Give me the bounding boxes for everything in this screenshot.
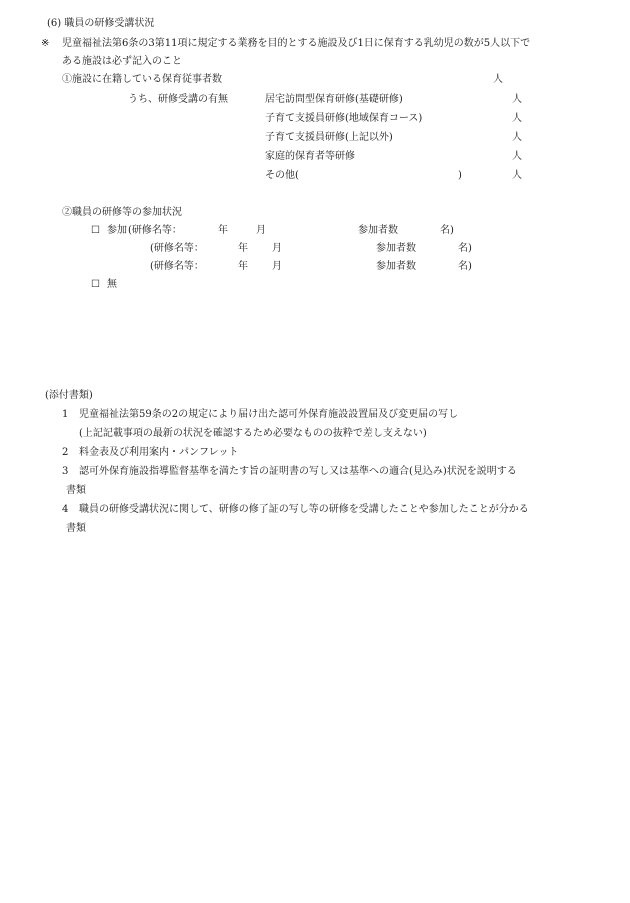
note-line-1: 児童福祉法第6条の3第11項に規定する業務を目的とする施設及び1日に保育する乳幼児の数が5人以下で — [62, 38, 531, 49]
attachment-text: 児童福祉法第59条の2の規定により届け出た認可外保育施設設置届及び変更届の写し — [79, 409, 459, 420]
participate-checkbox[interactable]: ☐ — [91, 225, 100, 236]
note-line-2: ある施設は必ず記入のこと — [62, 56, 182, 67]
participants-label: 参加者数 — [376, 261, 416, 272]
staff-count-label: ①施設に在籍している保育従事者数 — [62, 74, 222, 85]
participate-label: 参加 — [107, 225, 127, 236]
attachment-number: 3 — [62, 466, 69, 477]
training-name-label: (研修名等： — [150, 243, 204, 254]
note-mark: ※ — [41, 38, 50, 49]
training-item-name: 家庭的保育者等研修 — [265, 151, 355, 162]
count-close-label: 名) — [440, 225, 454, 236]
participants-label: 参加者数 — [376, 243, 416, 254]
year-label: 年 — [218, 225, 228, 236]
month-label: 月 — [256, 225, 266, 236]
training-item-close: ) — [458, 170, 462, 181]
attachment-number: 4 — [62, 504, 69, 515]
attachment-number: 2 — [62, 447, 69, 458]
attachment-subnote: (上記記載事項の最新の状況を確認するため必要なものの抜粋で差し支えない) — [79, 428, 427, 439]
attachment-text: 職員の研修受講状況に関して、研修の修了証の写し等の研修を受講したことや参加したことが分かる — [79, 504, 529, 515]
count-close-label: 名) — [458, 261, 472, 272]
training-item-name: 子育て支援員研修(地域保育コース) — [265, 113, 423, 124]
training-item-unit: 人 — [512, 113, 522, 124]
month-label: 月 — [272, 261, 282, 272]
training-item-unit: 人 — [512, 151, 522, 162]
training-status-label: うち、研修受講の有無 — [128, 94, 228, 105]
training-item-unit: 人 — [512, 94, 522, 105]
month-label: 月 — [272, 243, 282, 254]
year-label: 年 — [238, 243, 248, 254]
training-item-unit: 人 — [512, 132, 522, 143]
staff-count-unit: 人 — [493, 74, 503, 85]
attachments-title: (添付書類) — [45, 390, 93, 401]
training-item-name: 子育て支援員研修(上記以外) — [265, 132, 393, 143]
attachment-number: 1 — [62, 409, 69, 420]
section-title: (6) 職員の研修受講状況 — [47, 18, 155, 29]
training-name-label: (研修名等： — [128, 225, 182, 236]
attachment-continuation: 書類 — [66, 523, 86, 534]
none-checkbox[interactable]: ☐ — [91, 279, 100, 290]
participation-label: ②職員の研修等の参加状況 — [62, 207, 182, 218]
count-close-label: 名) — [458, 243, 472, 254]
training-item-unit: 人 — [512, 170, 522, 181]
training-item-name: その他( — [265, 170, 299, 181]
training-item-name: 居宅訪問型保育研修(基礎研修) — [265, 94, 403, 105]
training-name-label: (研修名等： — [150, 261, 204, 272]
attachment-text: 認可外保育施設指導監督基準を満たす旨の証明書の写し又は基準への適合(見込み)状況を説明する — [79, 466, 517, 477]
year-label: 年 — [238, 261, 248, 272]
none-label: 無 — [107, 279, 117, 290]
attachment-text: 料金表及び利用案内・パンフレット — [79, 447, 239, 458]
attachment-continuation: 書類 — [66, 485, 86, 496]
participants-label: 参加者数 — [358, 225, 398, 236]
